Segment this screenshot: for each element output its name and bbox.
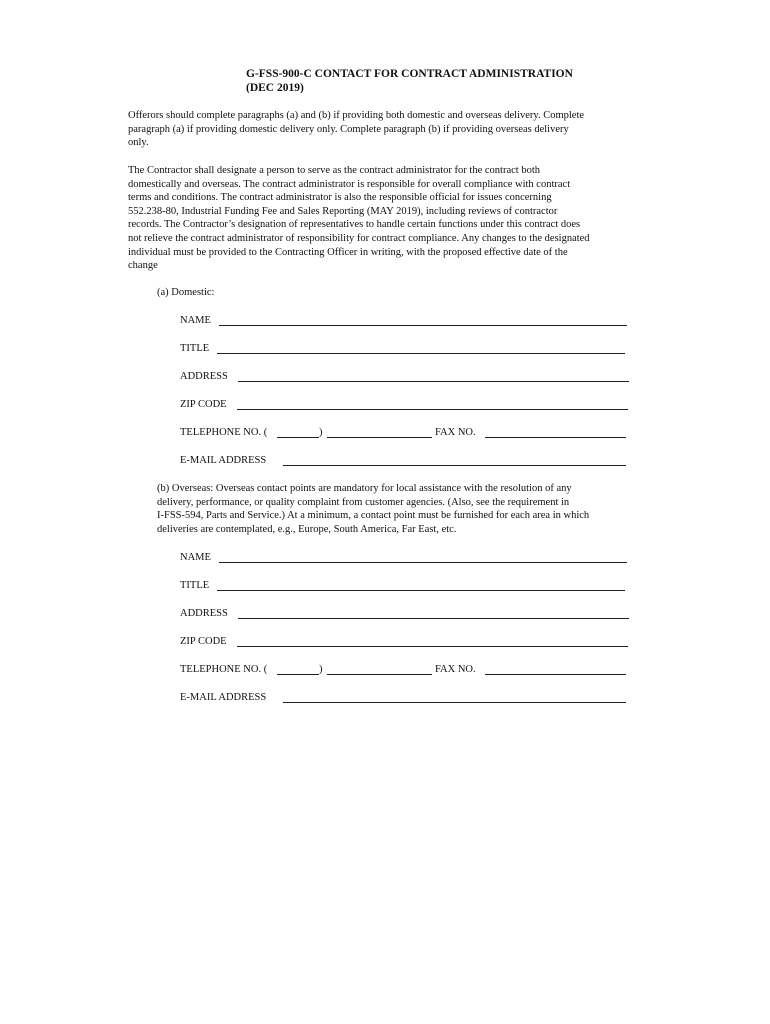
- body-line: domestically and overseas. The contract administrator is responsible for overall compliance with contract: [128, 178, 571, 190]
- body-line: terms and conditions. The contract administrator is also the responsible official for issues concerning: [128, 192, 552, 204]
- intro-line: Offerors should complete paragraphs (a) and (b) if providing both domestic and overseas delivery. Complete: [128, 110, 585, 121]
- domestic-fax-line[interactable]: [485, 437, 626, 438]
- body-line: 552.238-80, Industrial Funding Fee and Sales Reporting (MAY 2019), including reviews of contractor: [128, 205, 558, 217]
- body-line: The Contractor shall designate a person to serve as the contract administrator for the contract both: [128, 165, 540, 176]
- overseas-name-line[interactable]: [219, 562, 627, 563]
- domestic-address-line[interactable]: [238, 381, 629, 382]
- domestic-telephone-line[interactable]: [327, 437, 432, 438]
- domestic-title-field[interactable]: [180, 342, 630, 356]
- overseas-paren-close: ): [319, 664, 323, 675]
- overseas-fax-line[interactable]: [485, 674, 626, 675]
- overseas-telephone-label: TELEPHONE NO. (: [180, 664, 268, 675]
- domestic-title-label: TITLE: [180, 343, 210, 354]
- overseas-fax-label: FAX NO.: [435, 664, 476, 675]
- overseas-address-field[interactable]: [180, 607, 630, 621]
- overseas-address-label: ADDRESS: [180, 608, 228, 619]
- domestic-email-label: E-MAIL ADDRESS: [180, 455, 267, 466]
- domestic-zip-label: ZIP CODE: [180, 399, 227, 410]
- overseas-email-label: E-MAIL ADDRESS: [180, 692, 267, 703]
- overseas-email-line[interactable]: [283, 702, 626, 703]
- domestic-title-line[interactable]: [217, 353, 625, 354]
- domestic-address-label: ADDRESS: [180, 371, 228, 382]
- domestic-name-label: NAME: [180, 315, 211, 326]
- domestic-name-field[interactable]: [180, 314, 630, 328]
- body-line: records. The Contractor’s designation of representatives to handle certain functions under this contract does: [128, 219, 581, 231]
- overseas-title-field[interactable]: [180, 579, 630, 593]
- domestic-area-code-line[interactable]: [277, 437, 319, 438]
- overseas-phone-fax-row: [180, 663, 630, 677]
- title-line-2: (DEC 2019): [246, 82, 304, 94]
- overseas-name-label: NAME: [180, 552, 211, 563]
- domestic-zip-field[interactable]: [180, 398, 630, 412]
- body-line: not relieve the contract administrator of responsibility for contract compliance. Any changes to the designated: [128, 232, 590, 244]
- domestic-telephone-label: TELEPHONE NO. (: [180, 427, 268, 438]
- overseas-area-code-line[interactable]: [277, 674, 319, 675]
- overseas-zip-field[interactable]: [180, 635, 630, 649]
- domestic-address-field[interactable]: [180, 370, 630, 384]
- intro-line: only.: [128, 137, 149, 149]
- domestic-paren-close: ): [319, 427, 323, 438]
- title-line-1: G-FSS-900-C CONTACT FOR CONTRACT ADMINISTRATION: [246, 68, 573, 80]
- document-title: [246, 67, 573, 95]
- overseas-zip-label: ZIP CODE: [180, 636, 227, 647]
- overseas-heading-line: deliveries are contemplated, e.g., Europe, South America, Far East, etc.: [157, 523, 457, 535]
- overseas-heading-line: (b) Overseas: Overseas contact points are mandatory for local assistance with the resolution of any: [157, 483, 572, 494]
- domestic-phone-fax-row: [180, 426, 630, 440]
- overseas-title-line[interactable]: [217, 590, 625, 591]
- domestic-email-line[interactable]: [283, 465, 626, 466]
- domestic-email-field[interactable]: [180, 454, 630, 468]
- overseas-heading: [157, 482, 589, 536]
- domestic-heading: (a) Domestic:: [157, 287, 215, 298]
- domestic-name-line[interactable]: [219, 325, 627, 326]
- intro-line: paragraph (a) if providing domestic delivery only. Complete paragraph (b) if providing overseas delivery: [128, 123, 569, 135]
- body-line: individual must be provided to the Contracting Officer in writing, with the proposed effective date of the: [128, 246, 568, 258]
- body-paragraph: [128, 164, 648, 273]
- overseas-address-line[interactable]: [238, 618, 629, 619]
- body-line: change: [128, 260, 158, 272]
- overseas-email-field[interactable]: [180, 691, 630, 705]
- domestic-fax-label: FAX NO.: [435, 427, 476, 438]
- overseas-telephone-line[interactable]: [327, 674, 432, 675]
- overseas-name-field[interactable]: [180, 551, 630, 565]
- intro-paragraph: [128, 109, 648, 150]
- overseas-heading-line: delivery, performance, or quality complaint from customer agencies. (Also, see the requirement in: [157, 496, 570, 508]
- domestic-zip-line[interactable]: [237, 409, 628, 410]
- overseas-heading-line: I-FSS-594, Parts and Service.) At a minimum, a contact point must be furnished for each area in which: [157, 510, 590, 522]
- overseas-zip-line[interactable]: [237, 646, 628, 647]
- overseas-title-label: TITLE: [180, 580, 210, 591]
